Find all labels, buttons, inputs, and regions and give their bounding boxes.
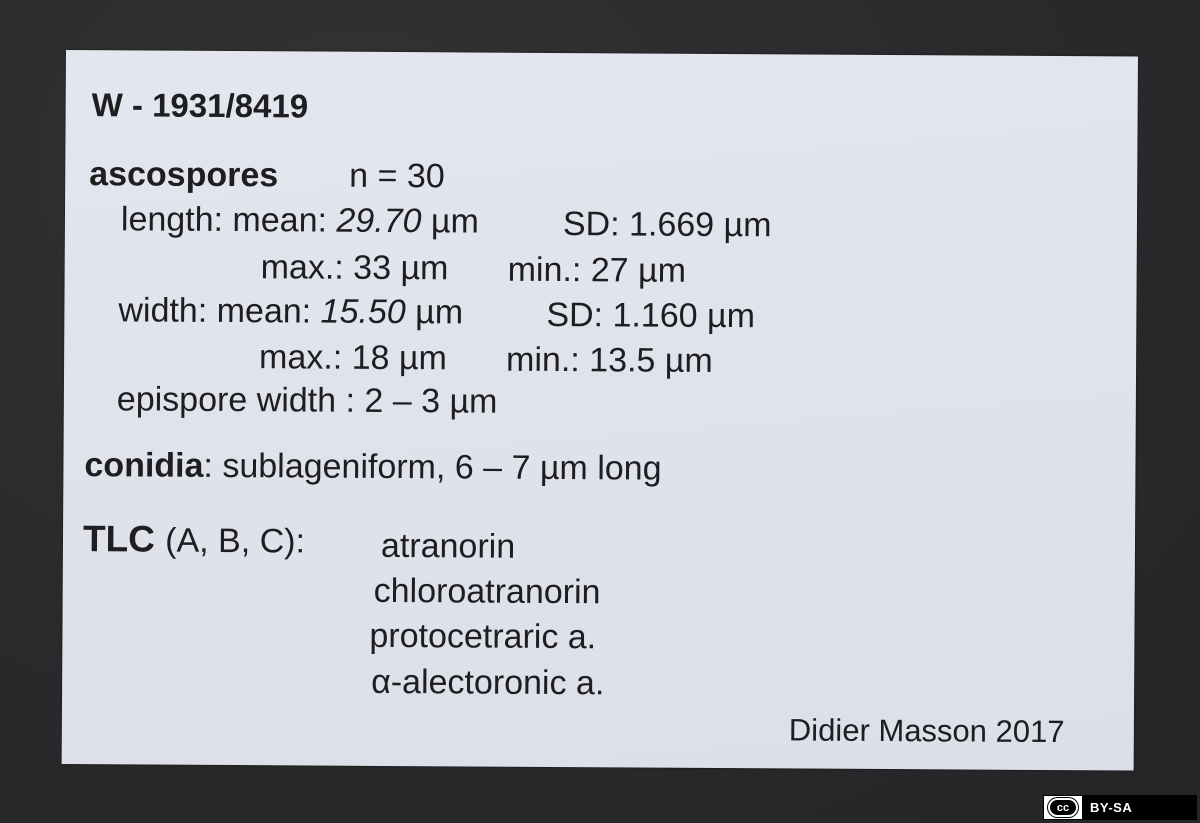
license-text: BY-SA bbox=[1082, 796, 1196, 819]
length-mean-value: 29.70 bbox=[336, 201, 422, 241]
length-min: min.: 27 µm bbox=[507, 250, 687, 290]
tlc-substance: α-alectoronic a. bbox=[371, 662, 605, 703]
license-badge bbox=[1043, 795, 1197, 820]
length-sd: SD: 1.669 µm bbox=[562, 205, 772, 245]
width-min: min.: 13.5 µm bbox=[506, 340, 713, 380]
tlc-substance: chloroatranorin bbox=[373, 571, 601, 612]
tlc-substance: atranorin bbox=[380, 526, 516, 566]
conidia-description: : sublageniform, 6 – 7 µm long bbox=[203, 446, 662, 488]
specimen-id: W - 1931/8419 bbox=[91, 86, 309, 125]
length-max: max.: 33 µm bbox=[260, 248, 449, 288]
width-max: max.: 18 µm bbox=[259, 338, 447, 378]
length-line bbox=[120, 200, 480, 241]
epispore-width: epispore width : 2 – 3 µm bbox=[116, 380, 498, 421]
width-mean-unit: µm bbox=[415, 293, 464, 332]
tlc-substance: protocetraric a. bbox=[369, 616, 597, 657]
length-mean-unit: µm bbox=[430, 202, 480, 241]
length-prefix: length: mean: bbox=[120, 200, 328, 240]
conidia-line bbox=[84, 448, 661, 486]
tlc-heading: TLC bbox=[82, 518, 156, 560]
tlc-plates: (A, B, C): bbox=[165, 521, 306, 561]
width-line bbox=[118, 291, 464, 332]
author-signature: Didier Masson 2017 bbox=[788, 712, 1065, 750]
width-sd: SD: 1.160 µm bbox=[546, 295, 756, 336]
width-mean-value: 15.50 bbox=[320, 292, 406, 332]
ascospores-heading: ascospores bbox=[89, 155, 279, 195]
width-prefix: width: mean: bbox=[118, 291, 312, 331]
creative-commons-icon: cc bbox=[1048, 798, 1078, 817]
tlc-line bbox=[82, 518, 306, 561]
conidia-heading: conidia bbox=[84, 446, 204, 485]
ascospores-count: n = 30 bbox=[349, 156, 445, 196]
specimen-label-card bbox=[62, 50, 1138, 771]
